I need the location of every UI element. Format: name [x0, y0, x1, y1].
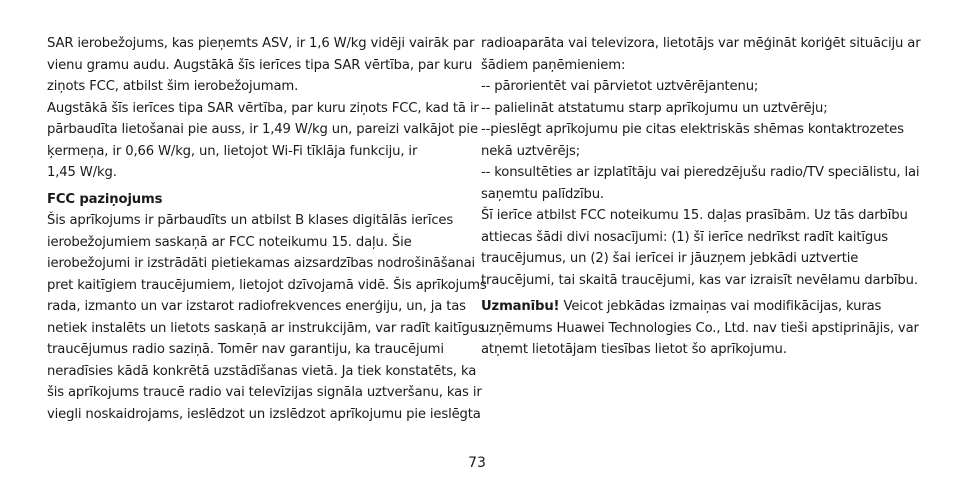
text-line: ziņots FCC, atbilst šim ierobežojumam.: [47, 79, 299, 94]
text-line: traucējumus, un (2) šai ierīcei ir jāuzņem jebkādi uztvertie: [481, 251, 859, 266]
right-column: [481, 33, 921, 361]
text-line: 1,45 W/kg.: [47, 165, 117, 180]
text-line: SAR ierobežojums, kas pieņemts ASV, ir 1,6 W/kg vidēji vairāk par: [47, 36, 475, 51]
text-line: ierobežojumiem saskaņā ar FCC noteikumu 15. daļu. Šie: [47, 234, 412, 250]
text-line: pārbaudīta lietošanai pie auss, ir 1,49 W/kg un, pareizi valkājot pie: [47, 122, 478, 137]
page-number: 73: [468, 455, 486, 471]
section-heading: FCC paziņojums: [47, 191, 163, 207]
text-line: Šis aprīkojums ir pārbaudīts un atbilst B klases digitālās ierīces: [47, 213, 454, 228]
text-line: traucējumi, tai skaitā traucējumi, kas var izraisīt nevēlamu darbību.: [481, 272, 918, 288]
list-item: -- palielināt atstatumu starp aprīkojumu un uztvērēju;: [481, 100, 828, 116]
caution-first-line: [481, 296, 909, 318]
text-line: attiecas šādi divi nosacījumi: (1) šī ierīce nedrīkst radīt kaitīgus: [481, 229, 889, 245]
text-line: viegli noskaidrojams, ieslēdzot un izslēdzot aprīkojumu pie ieslēgta: [47, 406, 481, 422]
text-line: rada, izmanto un var izstarot radiofrekvences enerģiju, un, ja tas: [47, 299, 466, 314]
list-item: -- pārorientēt vai pārvietot uztvērējantenu;: [481, 79, 759, 94]
text-line: saņemtu palīdzību.: [481, 186, 604, 202]
sar-limit-paragraph: [47, 33, 475, 98]
text-line: uzņēmums Huawei Technologies Co., Ltd. nav tieši apstiprinājis, var: [481, 320, 919, 336]
text-line: ierobežojumi ir izstrādāti pietiekamas aizsardzības nodrošināšanai: [47, 256, 476, 271]
text-line: šis aprīkojums traucē radio vai televīzijas signāla uztveršanu, kas ir: [47, 385, 482, 400]
fcc-compliance-paragraph: [481, 205, 918, 291]
sar-value-paragraph: [47, 98, 479, 184]
text-line: netiek instalēts un lietots saskaņā ar instrukcijām, var radīt kaitīgus: [47, 320, 485, 336]
list-item: --pieslēgt aprīkojumu pie citas elektriskās shēmas kontaktrozetes: [481, 122, 904, 137]
fcc-statement-paragraph: [47, 210, 487, 425]
text-line: pret kaitīgiem traucējumiem, lietojot dzīvojamā vidē. Šis aprīkojums: [47, 277, 487, 293]
caution-paragraph: [481, 296, 919, 361]
left-column: [47, 33, 487, 425]
text-line: Šī ierīce atbilst FCC noteikumu 15. daļas prasībām. Uz tās darbību: [481, 208, 908, 223]
text-line: radioaparāta vai televizora, lietotājs var mēģināt koriģēt situāciju ar: [481, 36, 921, 51]
text-line: šādiem paņēmieniem:: [481, 57, 626, 73]
interference-remedies-paragraph: [481, 33, 921, 205]
caution-text: Veicot jebkādas izmaiņas vai modifikācijas, kuras: [559, 299, 882, 314]
text-line: atņemt lietotājam tiesības lietot šo aprīkojumu.: [481, 342, 787, 357]
list-item: -- konsultēties ar izplatītāju vai pieredzējušu radio/TV speciālistu, lai: [481, 165, 920, 180]
text-line: Augstākā šīs ierīces tipa SAR vērtība, par kuru ziņots FCC, kad tā ir: [47, 100, 479, 116]
text-line: vienu gramu audu. Augstākā šīs ierīces tipa SAR vērtība, par kuru: [47, 57, 473, 73]
text-line: traucējumus radio saziņā. Tomēr nav garantiju, ka traucējumi: [47, 342, 444, 357]
text-line: nekā uztvērējs;: [481, 143, 581, 159]
text-line: neradīsies kādā konkrētā uzstādīšanas vietā. Ja tiek konstatēts, ka: [47, 363, 477, 379]
caution-label: Uzmanību!: [481, 299, 560, 314]
text-line: ķermeņa, ir 0,66 W/kg, un, lietojot Wi-Fi tīklāja funkciju, ir: [47, 143, 418, 159]
